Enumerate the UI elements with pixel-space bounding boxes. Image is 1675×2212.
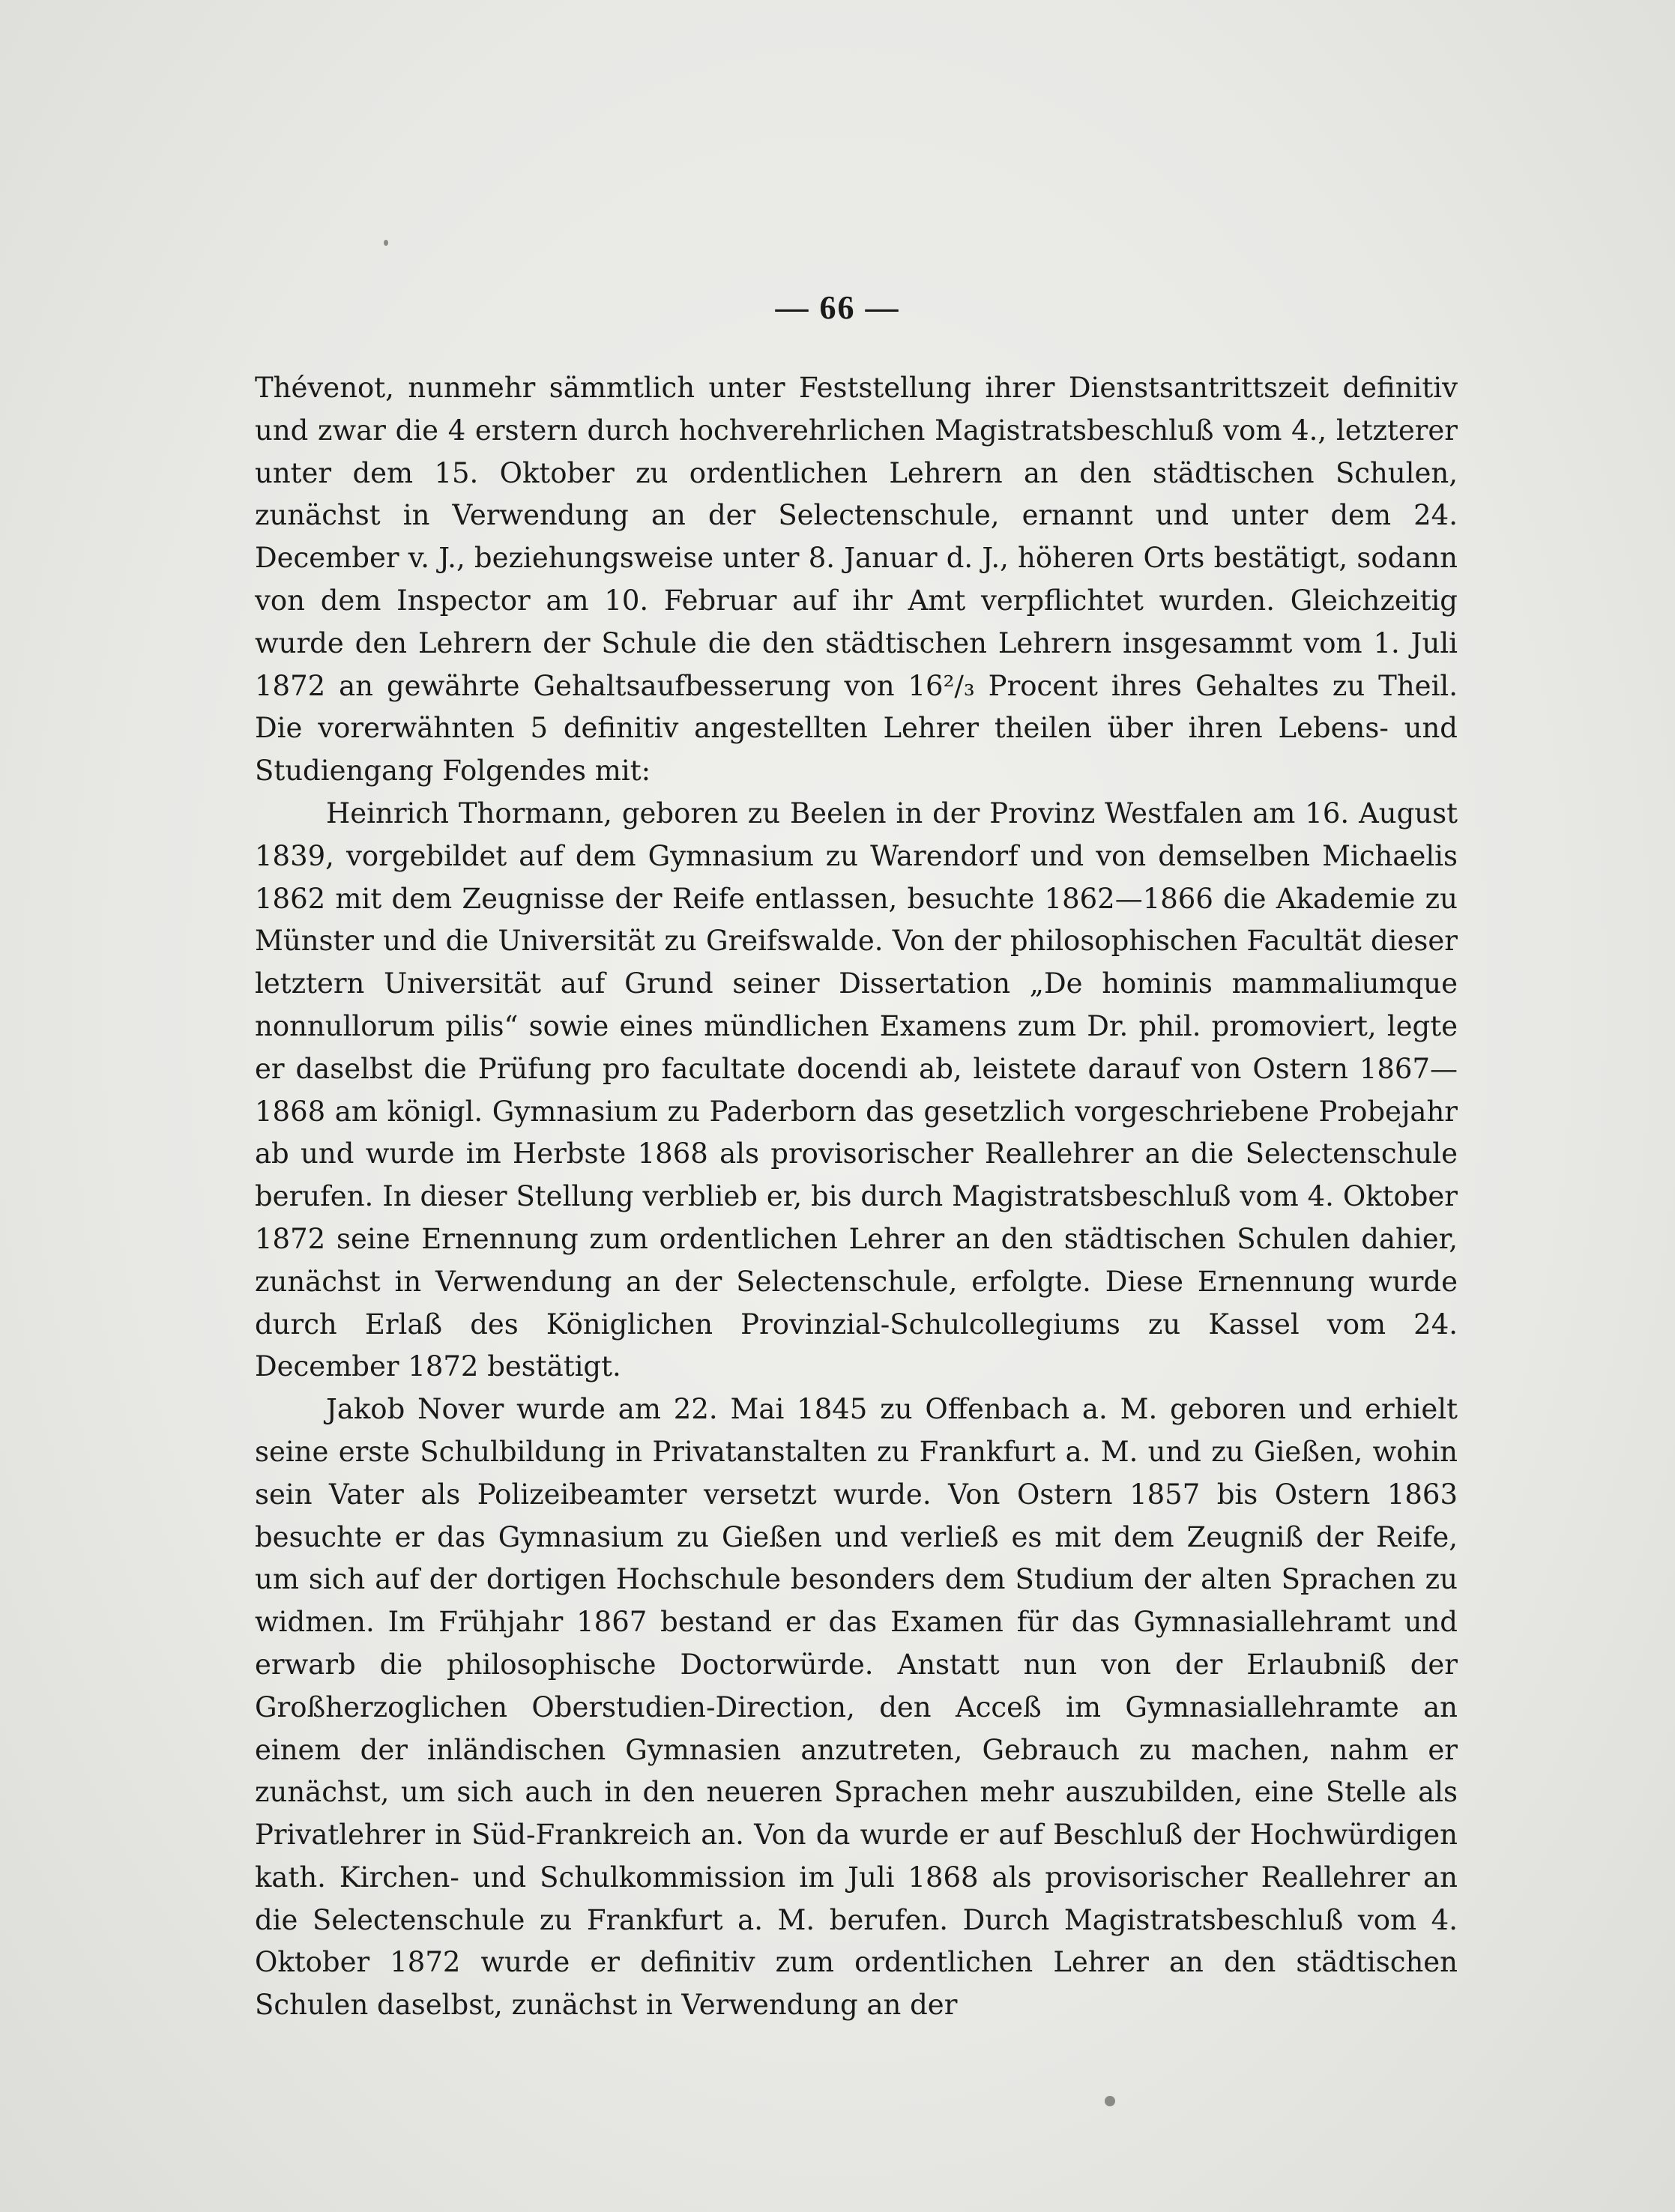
- scan-speck: [384, 240, 388, 246]
- paragraph-nover: Jakob Nover wurde am 22. Mai 1845 zu Offenbach a. M. geboren und erhielt seine erste Schulbildung in Privatanstalten zu Frankfurt a. M. und zu Gießen, wohin sein Vater als Polizeibeamter versetzt wurde. Von Ostern 1857 bis Ostern 1863 besuchte er das Gymnasium zu Gießen und verließ es mit dem Zeugniß der Reife, um sich auf der dortigen Hochschule besonders dem Studium der alten Sprachen zu widmen. Im Frühjahr 1867 bestand er das Examen für das Gymnasiallehramt und erwarb die philosophische Doctorwürde. Anstatt nun von der Erlaubniß der Großherzoglichen Oberstudien-Direction, den Acceß im Gymnasiallehramte an einem der inländischen Gymnasien anzutreten, Gebrauch zu machen, nahm er zunächst, um sich auch in den neueren Sprachen mehr auszubilden, eine Stelle als Privatlehrer in Süd-Frankreich an. Von da wurde er auf Beschluß der Hochwürdigen kath. Kirchen- und Schulkommission im Juli 1868 als provisorischer Reallehrer an die Selectenschule zu Frankfurt a. M. berufen. Durch Magistratsbeschluß vom 4. Oktober 1872 wurde er definitiv zum ordentlichen Lehrer an den städtischen Schulen daselbst, zunächst in Verwendung an der: [255, 1393, 1458, 2022]
- paragraph-thormann: Heinrich Thormann, geboren zu Beelen in der Provinz Westfalen am 16. August 1839, vorgebildet auf dem Gymnasium zu Warendorf und von demselben Michaelis 1862 mit dem Zeugnisse der Reife entlassen, besuchte 1862—1866 die Akademie zu Münster und die Universität zu Greifswalde. Von der philosophischen Facultät dieser letztern Universität auf Grund seiner Dissertation „De hominis mammaliumque nonnullorum pilis“ sowie eines mündlichen Examens zum Dr. phil. promoviert, legte er daselbst die Prüfung pro facultate docendi ab, leistete darauf von Ostern 1867—1868 am königl. Gymnasium zu Paderborn das gesetzlich vorgeschriebene Probejahr ab und wurde im Herbste 1868 als provisorischer Reallehrer an die Selectenschule berufen. In dieser Stellung verblieb er, bis durch Magistratsbeschluß vom 4. Oktober 1872 seine Ernennung zum ordentlichen Lehrer an den städtischen Schulen dahier, zunächst in Verwendung an der Selectenschule, erfolgte. Diese Ernennung wurde durch Erlaß des Königlichen Provinzial-Schulcollegiums zu Kassel vom 24. December 1872 bestätigt.: [255, 797, 1458, 1383]
- paragraph-intro: Thévenot, nunmehr sämmtlich unter Feststellung ihrer Dienstsantrittszeit definitiv und zwar die 4 erstern durch hochverehrlichen Magistratsbeschluß vom 4., letzterer unter dem 15. Oktober zu ordentlichen Lehrern an den städtischen Schulen, zunächst in Verwendung an der Selectenschule, ernannt und unter dem 24. December v. J., beziehungsweise unter 8. Januar d. J., höheren Orts bestätigt, sodann von dem Inspector am 10. Februar auf ihr Amt verpflichtet wurden. Gleichzeitig wurde den Lehrern der Schule die den städtischen Lehrern insgesammt vom 1. Juli 1872 an gewährte Gehaltsaufbesserung von 16²/₃ Procent ihres Gehaltes zu Theil. Die vorerwähnten 5 definitiv angestellten Lehrer theilen über ihren Lebens- und Studiengang Folgendes mit:: [255, 372, 1458, 788]
- body-text: [255, 367, 1458, 2027]
- scan-speck: [1105, 2096, 1115, 2106]
- page-number: — 66 —: [775, 289, 900, 326]
